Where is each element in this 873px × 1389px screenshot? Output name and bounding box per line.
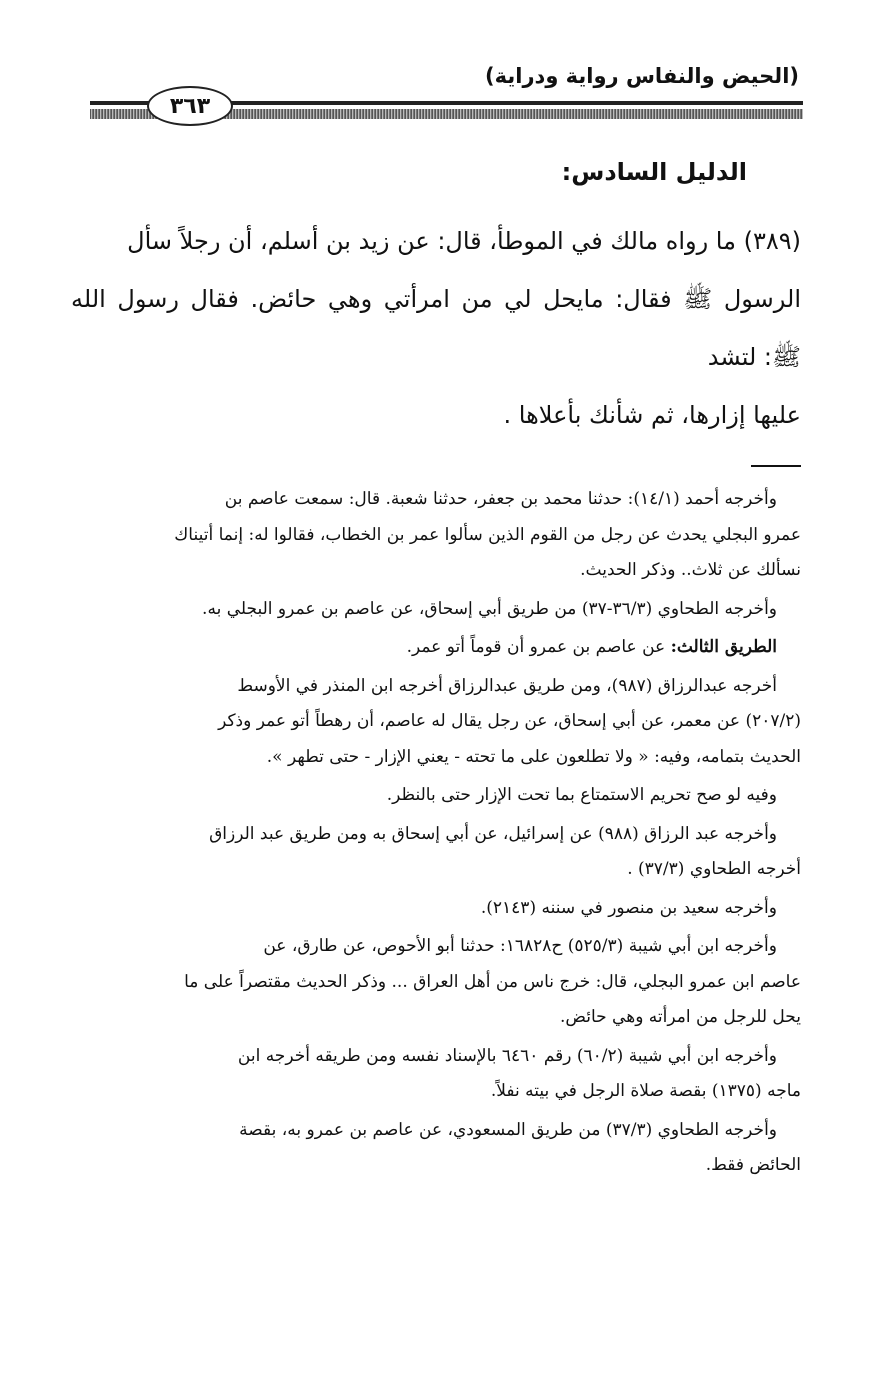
footnote-paragraph <box>71 1113 801 1184</box>
footnote-paragraph <box>71 669 801 776</box>
footnote-line: وأخرجه الطحاوي (٣٧/٣) من طريق المسعودي، عن عاصم بن عمرو به، بقصة <box>239 1119 777 1140</box>
main-text <box>71 212 801 444</box>
footnote-line: أخرجه عبدالرزاق (٩٨٧)، ومن طريق عبدالرزاق أخرجه ابن المنذر في الأوسط <box>237 675 777 696</box>
footnote-line: وأخرجه ابن أبي شيبة (٥٢٥/٣) ح١٦٨٢٨: حدثنا أبو الأحوص، عن طارق، عن <box>263 936 777 956</box>
footnote-paragraph <box>71 630 801 666</box>
footnote-line: (٢٠٧/٢) عن معمر، عن أبي إسحاق، عن رجل يقال له عاصم، أن رهطاً أتو عمر وذكر <box>218 711 801 731</box>
footnotes <box>71 482 801 1187</box>
footnote-line: نسألك عن ثلاث.. وذكر الحديث. <box>580 560 801 580</box>
footnote-line: الحائض فقط. <box>705 1155 801 1175</box>
footnote-line: أخرجه الطحاوي (٣٧/٣) . <box>627 859 801 879</box>
footnote-line: ماجه (١٣٧٥) بقصة صلاة الرجل في بيته نفلاً. <box>490 1081 801 1101</box>
footnote-line: يحل للرجل من امرأته وهي حائض. <box>560 1007 801 1027</box>
section-heading: الدليل السادس: <box>561 158 747 186</box>
footnote-paragraph <box>71 929 801 1036</box>
footnote-paragraph <box>71 1039 801 1110</box>
footnote-separator <box>751 465 801 467</box>
footnote-line: وأخرجه عبد الرزاق (٩٨٨) عن إسرائيل، عن أبي إسحاق به ومن طريق عبد الرزاق <box>209 823 777 844</box>
footnote-line: وأخرجه الطحاوي (٣٦/٣-٣٧) من طريق أبي إسحاق، عن عاصم بن عمرو البجلي به. <box>202 598 777 619</box>
footnote-line: وفيه لو صح تحريم الاستمتاع بما تحت الإزار حتى بالنظر. <box>386 785 777 805</box>
footnote-line: عمرو البجلي يحدث عن رجل من القوم الذين سألوا عمر بن الخطاب، فقالوا له: إنما أتيناك <box>174 524 801 545</box>
footnote-paragraph <box>71 482 801 589</box>
page-number: ٣٦٣ <box>147 86 233 126</box>
main-line: (٣٨٩) ما رواه مالك في الموطأ، قال: عن زيد بن أسلم، أن رجلاً سأل <box>127 227 801 255</box>
footnote-paragraph <box>71 817 801 888</box>
main-line: الرسول ﷺ فقال: مايحل لي من امرأتي وهي حائض. فقال رسول الله ﷺ: لتشد <box>71 285 801 371</box>
running-title: (الحيض والنفاس رواية ودراية) <box>485 64 799 88</box>
footnote-line: وأخرجه سعيد بن منصور في سننه (٢١٤٣). <box>480 897 777 918</box>
footnote-line: الحديث بتمامه، وفيه: « ولا تطلعون على ما تحته - يعني الإزار - حتى تطهر ». <box>266 746 801 767</box>
footnote-paragraph <box>71 592 801 628</box>
footnote-line: وأخرجه أحمد (١٤/١): حدثنا محمد بن جعفر، حدثنا شعبة. قال: سمعت عاصم بن <box>224 489 777 509</box>
footnote-paragraph <box>71 891 801 927</box>
footnote-line: عاصم ابن عمرو البجلي، قال: خرج ناس من أهل العراق ... وذكر الحديث مقتصراً على ما <box>184 971 801 992</box>
footnote-bold-lead: الطريق الثالث: <box>670 637 777 657</box>
footnote-line: الطريق الثالث: عن عاصم بن عمرو أن قوماً أتو عمر. <box>406 637 777 657</box>
main-line: عليها إزارها، ثم شأنك بأعلاها . <box>503 401 801 429</box>
footnote-line: وأخرجه ابن أبي شيبة (٦٠/٢) رقم ٦٤٦٠ بالإسناد نفسه ومن طريقه أخرجه ابن <box>237 1045 777 1066</box>
footnote-paragraph <box>71 778 801 814</box>
